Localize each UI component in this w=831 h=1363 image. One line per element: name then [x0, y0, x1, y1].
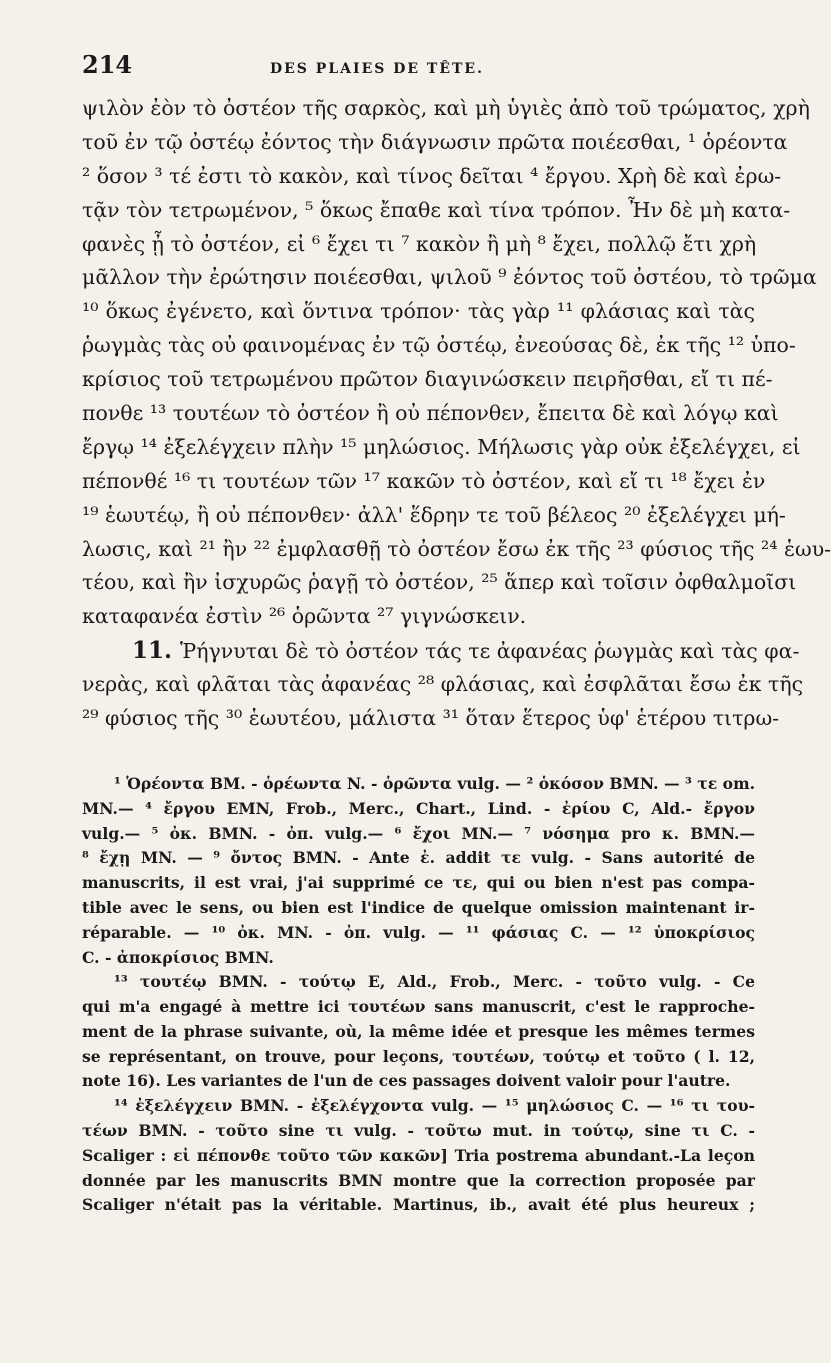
page-number: 214: [82, 50, 133, 79]
text-line: ¹⁹ ἑωυτέῳ, ἢ οὐ πέπονθεν· ἀλλ' ἕδρην τε τοῦ βέλεος ²⁰ ἐξελέγχει μή-: [82, 502, 786, 527]
footnote-line: ⁸ ἔχῃ MN. — ⁹ ὄντος BMN. - Ante ἐ. addit τε vulg. - Sans autorité de: [82, 848, 755, 868]
text-line: λωσις, καὶ ²¹ ἢν ²² ἐμφλασθῇ τὸ ὀστέον ἔσω ἐκ τῆς ²³ φύσιος τῆς ²⁴ ἑωυ-: [82, 536, 831, 561]
footnote-line: τέων BMN. - τοῦτο sine τι vulg. - τοῦτω mut. in τούτῳ, sine τι C. -: [82, 1121, 755, 1141]
text-line: ψιλὸν ἐὸν τὸ ὀστέον τῆς σαρκὸς, καὶ μὴ ὑγιὲς ἀπὸ τοῦ τρώματος, χρὴ: [82, 96, 810, 120]
footnote-line: note 16). Les variantes de l'un de ces passages doivent valoir pour l'autre.: [82, 1071, 731, 1091]
text-line: τέου, καὶ ἢν ἰσχυρῶς ῥαγῇ τὸ ὀστέον, ²⁵ ἅπερ καὶ τοῖσιν ὀφθαλμοῖσι: [82, 570, 797, 595]
text-line: νερὰς, καὶ φλᾶται τὰς ἀφανέας ²⁸ φλάσιας, καὶ ἐσφλᾶται ἔσω ἐκ τῆς: [82, 672, 804, 697]
text-line: καταφανέα ἐστὶν ²⁶ ὁρῶντα ²⁷ γιγνώσκειν.: [82, 604, 527, 629]
footnote-line: qui m'a engagé à mettre ici τουτέων sans manuscrit, c'est le rapproche-: [82, 997, 755, 1017]
page-header: [82, 50, 755, 90]
running-title: DES PLAIES DE TÊTE.: [270, 61, 484, 77]
text-line: 11. Ῥήγνυται δὲ τὸ ὀστέον τάς τε ἀφανέας ῥωγμὰς καὶ τὰς φα-: [132, 637, 800, 665]
text-line: ²⁹ φύσιος τῆς ³⁰ ἑωυτέου, μάλιστα ³¹ ὅταν ἕτερος ὑφ' ἑτέρου τιτρω-: [82, 706, 780, 731]
footnote-line: MN.— ⁴ ἔργου EMN, Frob., Merc., Chart., Lind. - ἐρίου C, Ald.- ἔργον: [82, 798, 755, 818]
text-line: κρίσιος τοῦ τετρωμένου πρῶτον διαγινώσκειν πειρῆσθαι, εἴ τι πέ-: [82, 367, 773, 392]
footnote-line: donnée par les manuscrits BMN montre que la correction proposée par: [82, 1170, 755, 1190]
text-line: ¹⁰ ὅκως ἐγένετο, καὶ ὅντινα τρόπον· τὰς γὰρ ¹¹ φλάσιας καὶ τὰς: [82, 299, 755, 324]
footnotes: [82, 772, 755, 1218]
footnote-line: Scaliger : εἰ πέπονθε τοῦτο τῶν κακῶν] Tria postrema abundant.-La leçon: [82, 1145, 755, 1165]
footnote-line: ment de la phrase suivante, où, la même idée et presque les mêmes termes: [82, 1021, 755, 1041]
text-line: μᾶλλον τὴν ἐρώτησιν ποιέεσθαι, ψιλοῦ ⁹ ἐόντος τοῦ ὀστέου, τὸ τρῶμα: [82, 265, 817, 290]
footnote-line: C. - ἀποκρίσιος BMN.: [82, 947, 274, 967]
footnote-line: ¹ Ὁρέοντα BM. - ὁρέωντα N. - ὁρῶντα vulg. — ² ὁκόσον BMN. — ³ τε om.: [114, 773, 755, 793]
text-line: τᾷν τὸν τετρωμένον, ⁵ ὅκως ἔπαθε καὶ τίνα τρόπον. Ἦν δὲ μὴ κατα-: [82, 197, 791, 222]
footnote-line: manuscrits, il est vrai, j'ai supprimé ce τε, qui ou bien n'est pas compa-: [82, 873, 755, 893]
footnote-line: ¹⁴ ἐξελέγχειν BMN. - ἐξελέγχοντα vulg. — ¹⁵ μηλώσιος C. — ¹⁶ τι του-: [114, 1096, 755, 1116]
footnote-line: ¹³ τουτέῳ BMN. - τούτῳ E, Ald., Frob., Merc. - τοῦτο vulg. - Ce: [114, 972, 755, 992]
footnote-line: se représentant, on trouve, pour leçons, τουτέων, τούτῳ et τοῦτο ( l. 12,: [82, 1046, 755, 1066]
greek-text-body: [82, 92, 831, 736]
text-line: ῥωγμὰς τὰς οὐ φαινομένας ἐν τῷ ὀστέῳ, ἐνεούσας δὲ, ἐκ τῆς ¹² ὑπο-: [82, 333, 796, 358]
footnote-line: Scaliger n'était pas la véritable. Martinus, ib., avait été plus heureux ;: [82, 1195, 755, 1215]
text-line: φανὲς ᾖ τὸ ὀστέον, εἰ ⁶ ἔχει τι ⁷ κακὸν ἢ μὴ ⁸ ἔχει, πολλῷ ἔτι χρὴ: [82, 231, 757, 256]
footnote-line: réparable. — ¹⁰ ὀκ. MN. - ὀπ. vulg. — ¹¹ φάσιας C. — ¹² ὑποκρίσιος: [82, 922, 755, 942]
text-line: ² ὅσον ³ τέ ἐστι τὸ κακὸν, καὶ τίνος δεῖται ⁴ ἔργου. Χρὴ δὲ καὶ ἐρω-: [82, 163, 782, 188]
text-line: τοῦ ἐν τῷ ὀστέῳ ἐόντος τὴν διάγνωσιν πρῶτα ποιέεσθαι, ¹ ὁρέοντα: [82, 129, 788, 154]
section-number: 11.: [132, 637, 181, 665]
footnote-line: vulg.— ⁵ ὀκ. BMN. - ὀπ. vulg.— ⁶ ἔχοι MN.— ⁷ νόσημα pro κ. BMN.—: [82, 823, 755, 843]
text-line: πέπονθέ ¹⁶ τι τουτέων τῶν ¹⁷ κακῶν τὸ ὀστέον, καὶ εἴ τι ¹⁸ ἔχει ἐν: [82, 468, 766, 493]
footnote-line: tible avec le sens, ou bien est l'indice de quelque omission maintenant ir-: [82, 897, 755, 917]
text-line: πονθε ¹³ τουτέων τὸ ὀστέον ἢ οὐ πέπονθεν, ἔπειτα δὲ καὶ λόγῳ καὶ: [82, 401, 779, 426]
text-line: ἔργῳ ¹⁴ ἐξελέγχειν πλὴν ¹⁵ μηλώσιος. Μήλωσις γὰρ οὐκ ἐξελέγχει, εἰ: [82, 434, 801, 459]
